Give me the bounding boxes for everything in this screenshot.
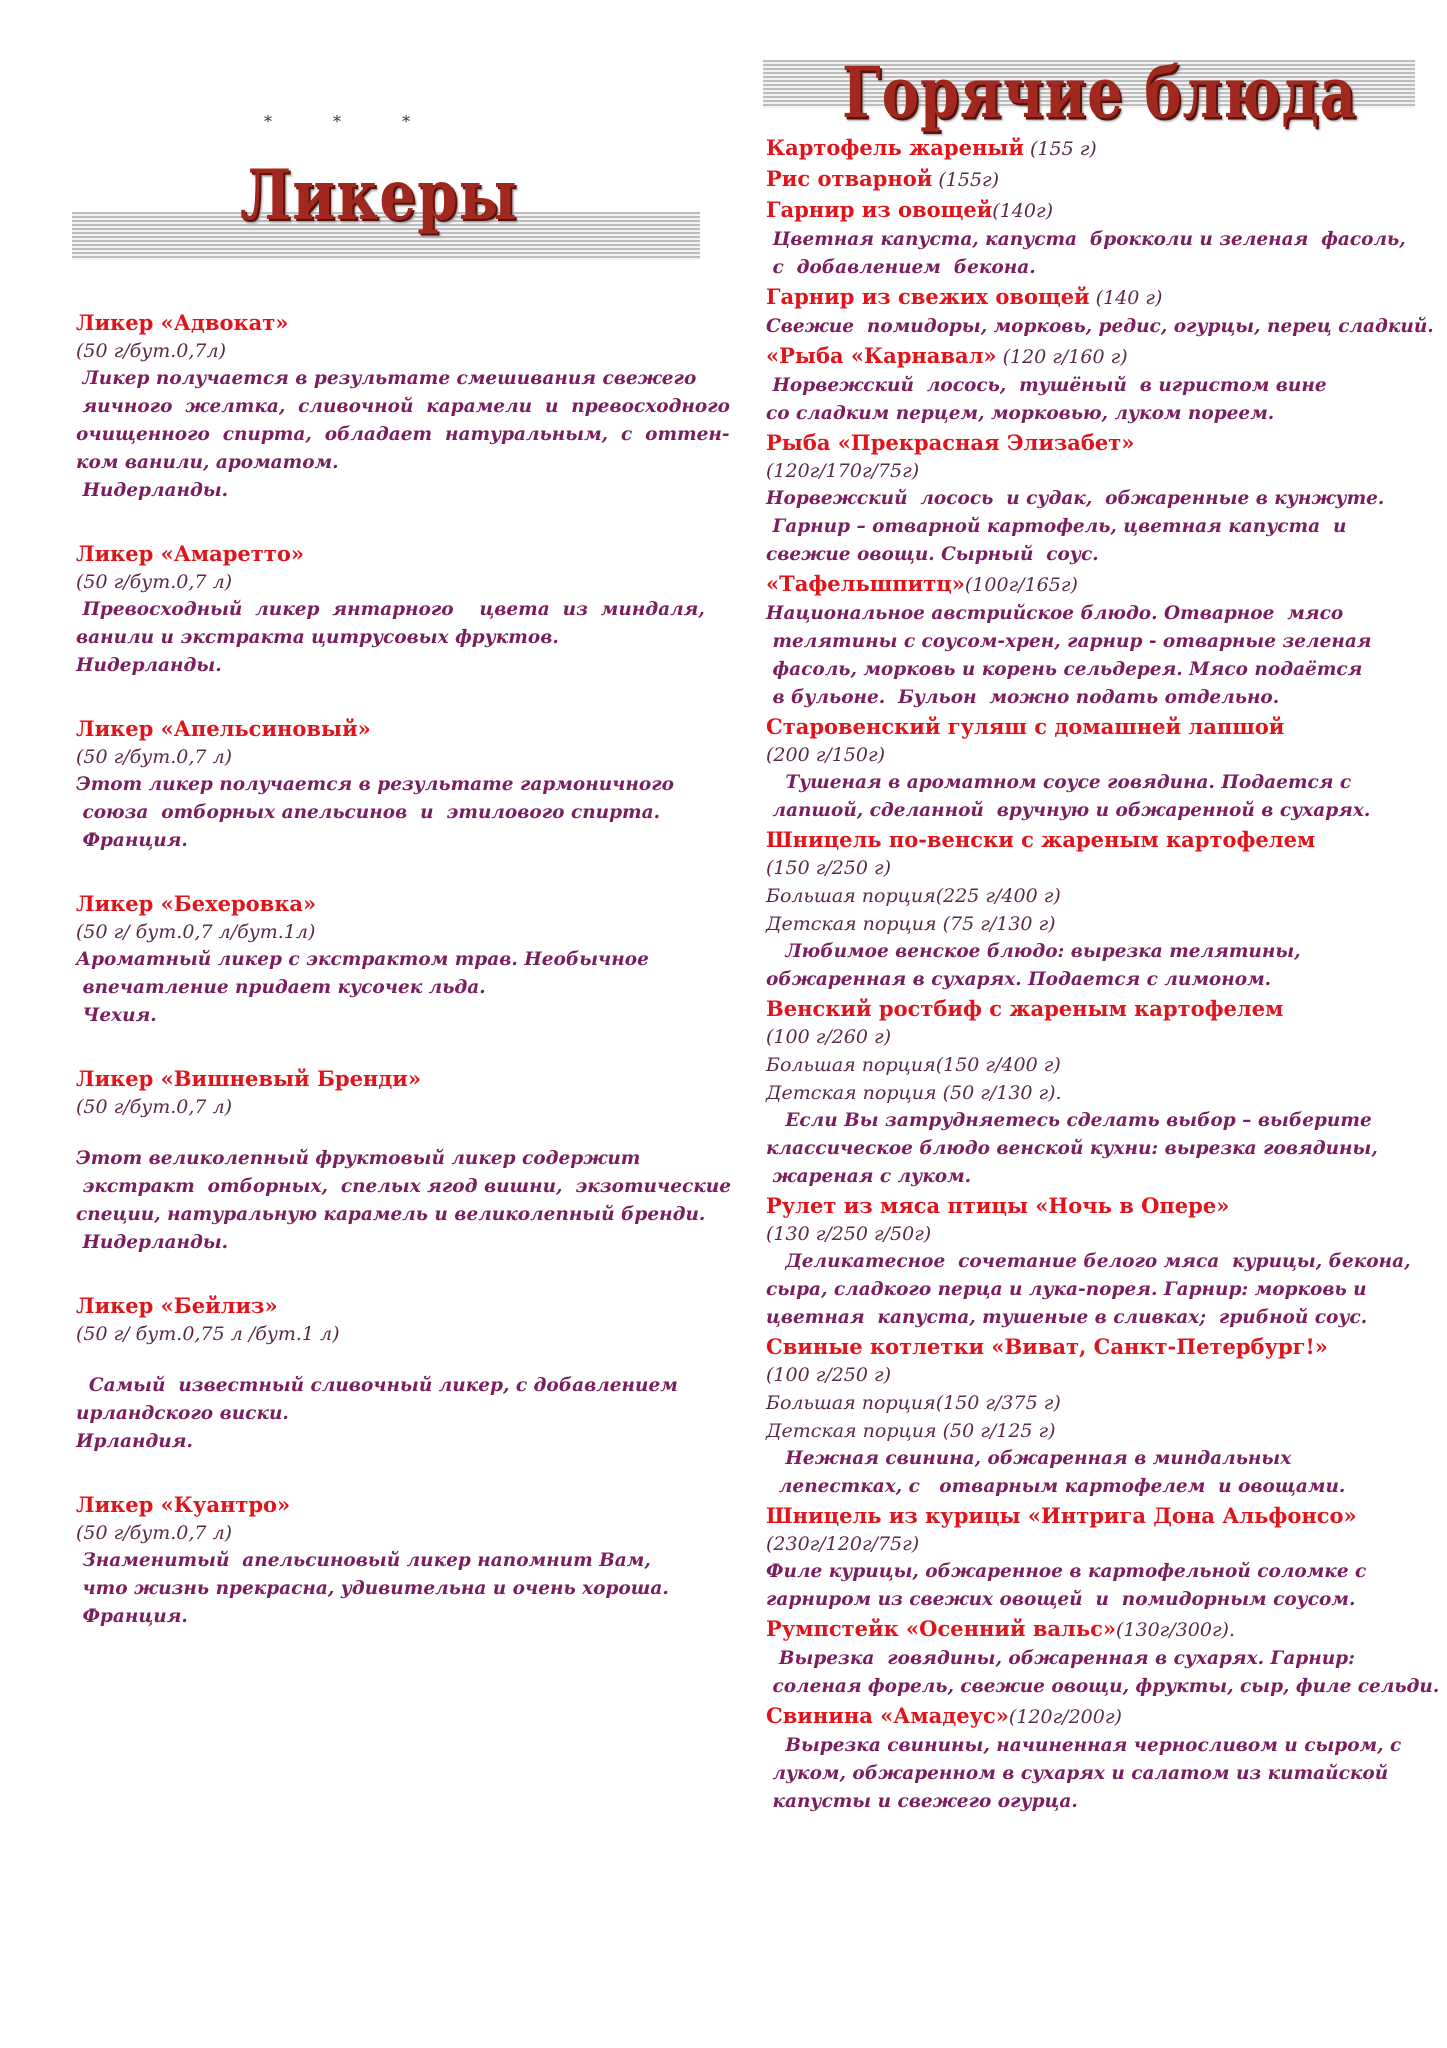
item-name-text: Старовенский гуляш с домашней лапшой: [766, 714, 1285, 739]
menu-item: [766, 1332, 1426, 1501]
menu-item: [76, 1291, 704, 1456]
item-description: Свежие помидоры, морковь, редис, огурцы, перец сладкий.: [766, 316, 1434, 337]
item-name: [766, 1501, 1426, 1530]
item-portion: (130 г/250 г/50г): [766, 1223, 932, 1245]
item-weight: (155 г): [1023, 138, 1097, 160]
item-description: Этот ликер получается в результате гармоничного союза отборных апельсинов и этилового спирта. Франция.: [76, 774, 674, 851]
item-portion: (50 г/ бут.0,7 л/бут.1л): [76, 921, 316, 943]
item-description: Вырезка свинины, начиненная черносливом и сыром, с луком, обжаренном в сухарях и салатом из китайской капусты и свежего огурца.: [772, 1735, 1402, 1812]
item-portion: (50 г/бут.0,7л): [76, 340, 227, 362]
item-portion: Большая порция(225 г/400 г): [766, 885, 1061, 907]
item-name-text: Картофель жареный: [766, 135, 1024, 160]
item-name-text: Рулет из мяса птицы «Ночь в Опере»: [766, 1193, 1230, 1218]
item-name-text: Ликер «Куантро»: [76, 1492, 291, 1517]
hot-dishes-title: Горячие блюда: [842, 51, 1358, 135]
item-name-text: «Тафельшпитц»: [766, 571, 965, 596]
item-portion: Детская порция (75 г/130 г): [766, 913, 1056, 935]
item-portion: (50 г/ бут.0,75 л /бут.1 л): [76, 1323, 340, 1345]
menu-item: [766, 994, 1426, 1191]
item-name-text: Шницель из курицы «Интрига Дона Альфонсо»: [766, 1503, 1357, 1528]
item-portion: Большая порция(150 г/400 г): [766, 1054, 1061, 1076]
item-name: [766, 133, 1426, 164]
item-description: Норвежский лосось, тушёный в игристом вине со сладким перцем, морковью, луком пореем.: [766, 375, 1327, 424]
menu-item: [766, 282, 1434, 341]
item-name: [766, 1614, 1426, 1645]
item-description: Самый известный сливочный ликер, с добавлением ирландского виски. Ирландия.: [76, 1375, 678, 1452]
item-name: [76, 714, 704, 743]
menu-item: [766, 1614, 1440, 1701]
item-name: [766, 569, 1426, 600]
item-description: Филе курицы, обжаренное в картофельной соломке с гарниром из свежих овощей и помидорным соусом.: [766, 1561, 1367, 1610]
item-name-text: Свиные котлетки «Виват, Санкт-Петербург!»: [766, 1334, 1328, 1359]
item-weight: (140 г): [1089, 287, 1163, 309]
item-name-text: Венский ростбиф с жареным картофелем: [766, 996, 1284, 1021]
item-weight: (140г): [992, 200, 1053, 222]
item-description: Ликер получается в результате смешивания свежего яичного желтка, сливочной карамели и превосходного очищенного спирта, обладает натуральным, с оттен- ком ванили, ароматом. Нидерланды.: [76, 368, 730, 501]
item-weight: (120г/200г): [1008, 1706, 1122, 1728]
item-description: Деликатесное сочетание белого мяса курицы, бекона, сыра, сладкого перца и лука-порея. Гарнир: морковь и цветная капуста, тушеные в сливках; грибной соус.: [766, 1251, 1411, 1328]
item-portion: (50 г/бут.0,7 л): [76, 571, 233, 593]
menu-item: [76, 1064, 731, 1257]
item-name: [766, 195, 1426, 226]
menu-item: [766, 712, 1426, 825]
item-portion: (50 г/бут.0,7 л): [76, 1522, 233, 1544]
item-description: Норвежский лосось и судак, обжаренные в кунжуте. Гарнир – отварной картофель, цветная капуста и свежие овощи. Сырный соус.: [766, 488, 1385, 565]
item-name-text: Гарнир из овощей: [766, 197, 993, 222]
item-name-text: Ликер «Амаретто»: [76, 541, 304, 566]
item-name: [76, 308, 704, 337]
item-name: [766, 1701, 1426, 1732]
menu-item: [76, 1490, 704, 1631]
item-name-text: Шницель по-венски с жареным картофелем: [766, 827, 1316, 852]
menu-item: [766, 341, 1426, 428]
decorative-stars: * * *: [264, 112, 411, 131]
item-weight: (100г/165г): [964, 574, 1078, 596]
item-name: [766, 994, 1426, 1023]
liqueurs-title: Ликеры: [240, 154, 518, 236]
item-weight: (120 г/160 г): [996, 346, 1128, 368]
item-portion: (200 г/150г): [766, 744, 886, 766]
item-name: [766, 825, 1426, 854]
item-name: [766, 428, 1426, 457]
menu-item: [766, 569, 1426, 712]
item-name: [76, 539, 704, 568]
item-name-text: Ликер «Вишневый Бренди»: [76, 1066, 422, 1091]
spacer: [76, 1121, 704, 1145]
menu-item: [766, 195, 1426, 282]
item-name-text: Румпстейк «Осенний вальс»: [766, 1616, 1116, 1641]
item-description: Если Вы затрудняетесь сделать выбор – выберите классическое блюдо венской кухни: вырезка говядины, жареная с луком.: [766, 1110, 1378, 1187]
item-description: Любимое венское блюдо: вырезка телятины, обжаренная в сухарях. Подается с лимоном.: [766, 941, 1301, 990]
item-name-text: Ликер «Бехеровка»: [76, 891, 317, 916]
item-name-text: Ликер «Адвокат»: [76, 310, 289, 335]
item-name: [766, 712, 1426, 741]
item-portion: (100 г/260 г): [766, 1026, 892, 1048]
item-portion: (150 г/250 г): [766, 857, 892, 879]
item-name: [766, 164, 1426, 195]
item-portion: (50 г/бут.0,7 л): [76, 1096, 233, 1118]
item-portion: Детская порция (50 г/130 г).: [766, 1082, 1062, 1104]
item-description: Цветная капуста, капуста брокколи и зеленая фасоль, с добавлением бекона.: [772, 229, 1406, 278]
item-portion: Детская порция (50 г/125 г): [766, 1420, 1056, 1442]
item-portion: (120г/170г/75г): [766, 460, 920, 482]
menu-item: [76, 714, 704, 855]
item-name: [766, 341, 1426, 372]
item-name-text: «Рыба «Карнавал»: [766, 343, 997, 368]
item-name: [76, 1064, 704, 1093]
item-name: [76, 1291, 704, 1320]
menu-item: [76, 539, 704, 680]
item-name-text: Гарнир из свежих овощей: [766, 284, 1090, 309]
item-description: Знаменитый апельсиновый ликер напомнит Вам, что жизнь прекрасна, удивительна и очень хороша. Франция.: [82, 1550, 669, 1627]
menu-item: [76, 308, 730, 505]
item-name-text: Ликер «Бейлиз»: [76, 1293, 278, 1318]
menu-item: [766, 133, 1426, 164]
menu-item: [76, 889, 704, 1030]
item-name-text: Рыба «Прекрасная Элизабет»: [766, 430, 1135, 455]
item-name: [766, 282, 1426, 313]
item-weight: (130г/300г).: [1116, 1619, 1236, 1641]
menu-item: [766, 1191, 1426, 1332]
item-description: Вырезка говядины, обжаренная в сухарях. Гарнир: соленая форель, свежие овощи, фрукты, сыр, филе сельди.: [772, 1648, 1440, 1697]
menu-item: [766, 164, 1426, 195]
item-name-text: Свинина «Амадеус»: [766, 1703, 1009, 1728]
item-name: [76, 889, 704, 918]
item-weight: (155г): [932, 169, 1000, 191]
item-description: Превосходный ликер янтарного цвета из миндаля, ванили и экстракта цитрусовых фруктов. Нидерланды.: [76, 599, 705, 676]
menu-item: [766, 1701, 1426, 1816]
item-portion: Большая порция(150 г/375 г): [766, 1392, 1061, 1414]
item-description: Нежная свинина, обжаренная в миндальных лепестках, с отварным картофелем и овощами.: [778, 1448, 1346, 1497]
item-name-text: Рис отварной: [766, 166, 933, 191]
liqueurs-column: [76, 308, 731, 1665]
item-description: Ароматный ликер с экстрактом трав. Необычное впечатление придает кусочек льда. Чехия.: [76, 949, 649, 1026]
spacer: [76, 1348, 704, 1372]
hot-dishes-column: [766, 133, 1440, 1816]
menu-item: [766, 1501, 1426, 1614]
item-name: [766, 1191, 1426, 1220]
item-description: Этот великолепный фруктовый ликер содержит экстракт отборных, спелых ягод вишни, экзотические специи, натуральную карамель и великолепный бренди. Нидерланды.: [76, 1148, 731, 1253]
menu-item: [766, 428, 1426, 569]
menu-item: [766, 825, 1426, 994]
item-description: Национальное австрийское блюдо. Отварное мясо телятины с соусом-хрен, гарнир - отварные зеленая фасоль, морковь и корень сельдерея. Мясо подаётся в бульоне. Бульон можно подать отдельно.: [766, 603, 1372, 708]
item-portion: (230г/120г/75г): [766, 1533, 920, 1555]
item-portion: (100 г/250 г): [766, 1364, 892, 1386]
item-name: [76, 1490, 704, 1519]
item-name: [766, 1332, 1426, 1361]
item-description: Тушеная в ароматном соусе говядина. Подается с лапшой, сделанной вручную и обжаренной в сухарях.: [772, 772, 1371, 821]
item-name-text: Ликер «Апельсиновый»: [76, 716, 371, 741]
item-portion: (50 г/бут.0,7 л): [76, 746, 233, 768]
